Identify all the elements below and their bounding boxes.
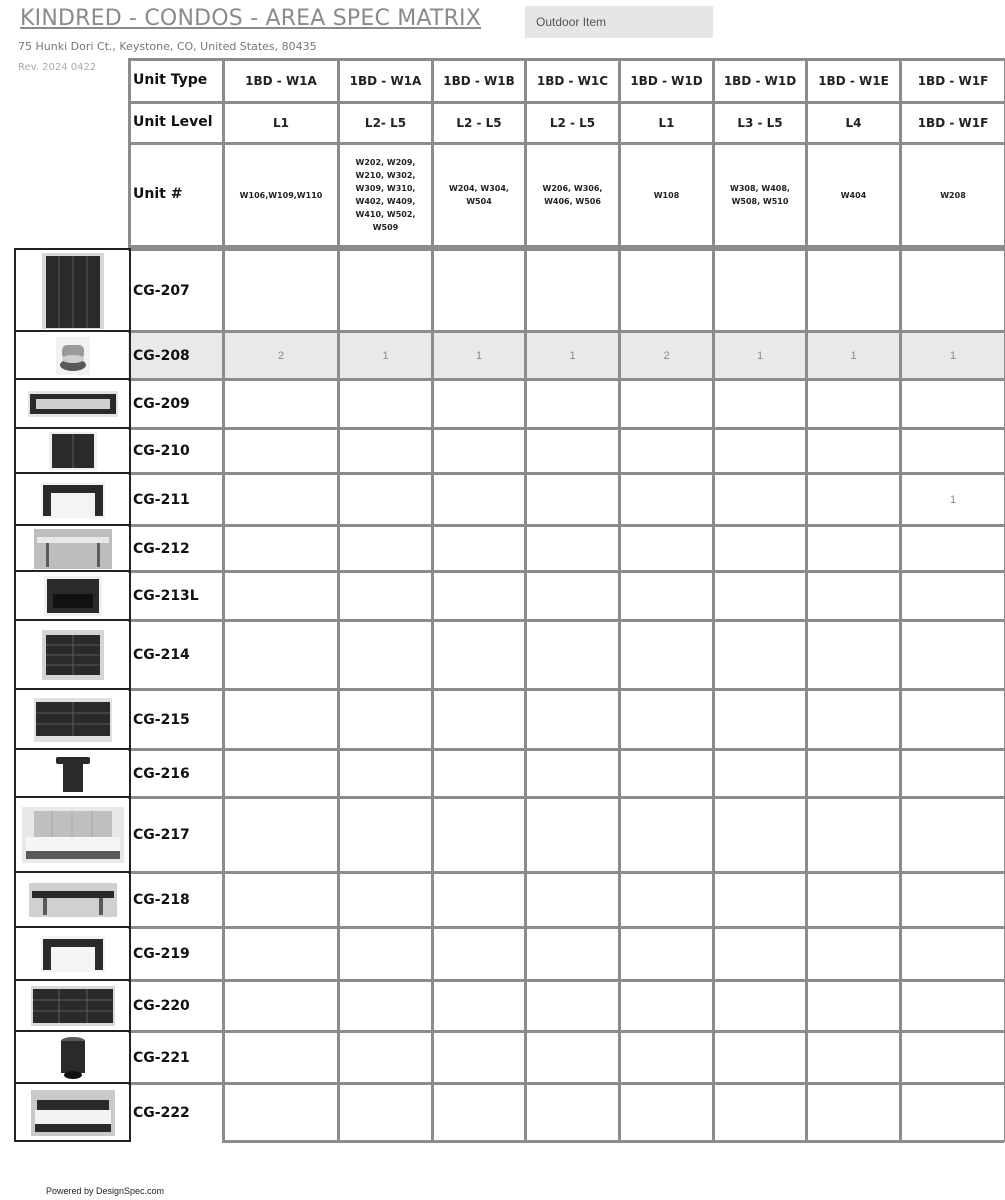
quantity-cell[interactable] [340, 1085, 431, 1140]
quantity-cell[interactable] [902, 430, 1004, 472]
quantity-cell[interactable] [434, 622, 524, 688]
quantity-cell[interactable] [340, 622, 431, 688]
quantity-cell[interactable] [902, 251, 1004, 330]
quantity-cell[interactable] [715, 251, 805, 330]
quantity-cell[interactable] [715, 1033, 805, 1082]
nightstand-thumbnail [16, 573, 129, 619]
unit-type-cell: 1BD - W1D [630, 74, 703, 88]
quantity-cell[interactable] [527, 1085, 618, 1140]
unit-level-cell: L2- L5 [364, 116, 407, 130]
quantity-cell[interactable] [225, 874, 337, 926]
quantity-cell[interactable] [902, 982, 1004, 1030]
quantity-cell[interactable] [621, 751, 712, 796]
item-code: CG-215 [133, 711, 190, 728]
grid-line [14, 524, 131, 526]
quantity-cell[interactable] [434, 799, 524, 871]
unit-level-cell: 1BD - W1F [917, 116, 989, 130]
grid-line [14, 796, 131, 798]
quantity-cell[interactable] [340, 1033, 431, 1082]
unit-number-cell: W208 [940, 190, 966, 200]
grid-line [129, 248, 131, 1140]
unit-type-label: Unit Type [133, 71, 208, 88]
quantity-cell[interactable] [902, 799, 1004, 871]
grid-line [14, 688, 131, 690]
quantity-cell[interactable] [902, 381, 1004, 427]
quantity-cell[interactable] [434, 1085, 524, 1140]
quantity-cell[interactable] [527, 874, 618, 926]
quantity-cell[interactable] [808, 1085, 899, 1140]
document-title: KINDRED - CONDOS - AREA SPEC MATRIX [20, 6, 482, 31]
unit-level-cell: L1 [658, 116, 675, 130]
quantity-cell[interactable] [715, 527, 805, 570]
grid-line [14, 330, 131, 332]
side-table-thumbnail [16, 751, 129, 796]
unit-type-cell: 1BD - W1A [349, 74, 422, 88]
quantity-cell[interactable] [434, 475, 524, 524]
quantity-cell[interactable] [902, 527, 1004, 570]
quantity-cell[interactable]: 1 [850, 349, 857, 362]
item-code: CG-213L [133, 588, 199, 604]
grid-line [14, 979, 131, 981]
quantity-cell[interactable] [715, 430, 805, 472]
project-address: 75 Hunki Dori Ct., Keystone, CO, United States, 80435 [18, 40, 317, 53]
quantity-cell[interactable] [434, 982, 524, 1030]
grid-line [14, 427, 131, 429]
unit-type-cell: 1BD - W1A [245, 74, 317, 88]
item-code: CG-220 [133, 998, 190, 1014]
quantity-cell[interactable] [902, 622, 1004, 688]
quantity-cell[interactable] [715, 691, 805, 748]
quantity-cell[interactable]: 2 [277, 349, 285, 362]
quantity-cell[interactable] [808, 751, 899, 796]
item-code: CG-219 [133, 946, 190, 962]
quantity-cell[interactable] [808, 430, 899, 472]
quantity-cell[interactable] [808, 475, 899, 524]
unit-number-cell: W106,W109,W110 [239, 190, 323, 200]
quantity-cell[interactable] [902, 1033, 1004, 1082]
unit-number-cell: W202, W209, W210, W302, W309, W310, W402, W409, W410, W502, W509 [355, 158, 416, 232]
outdoor-item-legend [525, 6, 713, 38]
quantity-cell[interactable] [434, 527, 524, 570]
quantity-cell[interactable] [225, 1033, 337, 1082]
quantity-cell[interactable] [808, 527, 899, 570]
quantity-cell[interactable] [527, 1033, 618, 1082]
quantity-cell[interactable]: 1 [475, 349, 483, 362]
quantity-cell[interactable] [808, 573, 899, 619]
quantity-cell[interactable] [225, 430, 337, 472]
quantity-cell[interactable] [340, 751, 431, 796]
item-code: CG-214 [133, 647, 190, 663]
quantity-cell[interactable] [225, 799, 337, 871]
grid-line [14, 248, 131, 250]
quantity-cell[interactable] [808, 691, 899, 748]
quantity-cell[interactable] [434, 751, 524, 796]
quantity-cell[interactable] [527, 622, 618, 688]
quantity-cell[interactable] [434, 573, 524, 619]
unit-type-cell: 1BD - W1C [536, 74, 609, 88]
quantity-cell[interactable] [225, 381, 337, 427]
item-code: CG-216 [133, 765, 190, 782]
quantity-cell[interactable] [715, 475, 805, 524]
quantity-cell[interactable]: 1 [949, 349, 957, 362]
long-dresser-thumbnail [16, 691, 129, 748]
quantity-cell[interactable] [902, 573, 1004, 619]
quantity-cell[interactable] [621, 799, 712, 871]
wide-dresser-thumbnail [16, 982, 129, 1030]
quantity-cell[interactable] [527, 475, 618, 524]
quantity-cell[interactable] [527, 799, 618, 871]
unit-type-cell: 1BD - W1E [818, 74, 889, 88]
unit-number-label: Unit # [133, 185, 183, 202]
item-code: CG-209 [133, 396, 190, 412]
quantity-cell[interactable] [225, 622, 337, 688]
quantity-cell[interactable] [621, 527, 712, 570]
quantity-cell[interactable] [715, 1085, 805, 1140]
quantity-cell[interactable] [340, 874, 431, 926]
outdoor-chair-thumbnail [16, 333, 129, 378]
quantity-cell[interactable] [340, 381, 431, 427]
quantity-cell[interactable] [715, 751, 805, 796]
quantity-cell[interactable] [225, 1085, 337, 1140]
item-code: CG-210 [133, 443, 190, 459]
quantity-cell[interactable] [340, 251, 431, 330]
grid-line [14, 619, 131, 621]
quantity-cell[interactable] [340, 430, 431, 472]
quantity-cell[interactable] [434, 251, 524, 330]
quantity-cell[interactable] [621, 1085, 712, 1140]
quantity-cell[interactable] [225, 691, 337, 748]
quantity-cell[interactable]: 1 [756, 349, 764, 362]
quantity-cell[interactable] [808, 251, 899, 330]
grid-line [14, 570, 131, 572]
grid-line [128, 58, 131, 245]
quantity-cell[interactable] [225, 251, 337, 330]
quantity-cell[interactable] [527, 691, 618, 748]
quantity-cell[interactable] [621, 475, 712, 524]
nightstand-cabinet-thumbnail [16, 430, 129, 472]
quantity-cell[interactable] [527, 573, 618, 619]
quantity-cell[interactable] [527, 430, 618, 472]
unit-level-cell: L1 [273, 116, 289, 130]
console-table-thumbnail [16, 475, 129, 524]
quantity-cell[interactable]: 1 [949, 493, 957, 506]
quantity-cell[interactable] [621, 381, 712, 427]
unit-level-cell: L3 - L5 [737, 116, 783, 130]
console-table-thumbnail [16, 929, 129, 979]
quantity-cell[interactable] [340, 475, 431, 524]
quantity-cell[interactable] [527, 251, 618, 330]
item-code: CG-221 [133, 1049, 190, 1066]
grid-line [14, 1082, 131, 1084]
quantity-cell[interactable] [808, 874, 899, 926]
item-code: CG-218 [133, 892, 190, 908]
quantity-cell[interactable] [225, 475, 337, 524]
grid-line [14, 378, 131, 380]
unit-number-cell: W206, W306, W406, W506 [542, 184, 603, 206]
unit-level-cell: L2 - L5 [456, 116, 502, 130]
grid-line [14, 1140, 131, 1142]
item-code: CG-207 [133, 282, 190, 299]
quantity-cell[interactable] [621, 929, 712, 979]
quantity-cell[interactable] [621, 691, 712, 748]
grid-line [14, 926, 131, 928]
unit-level-cell: L2 - L5 [549, 116, 596, 130]
quantity-cell[interactable] [808, 982, 899, 1030]
quantity-cell[interactable] [902, 1085, 1004, 1140]
quantity-cell[interactable] [715, 573, 805, 619]
quantity-cell[interactable] [621, 251, 712, 330]
unit-level-cell: L4 [845, 116, 862, 130]
quantity-cell[interactable] [527, 751, 618, 796]
unit-type-cell: 1BD - W1F [917, 74, 989, 88]
unit-number-cell: W404 [840, 190, 867, 200]
quantity-cell[interactable]: 1 [382, 349, 389, 362]
quantity-cell[interactable] [340, 691, 431, 748]
quantity-cell[interactable] [808, 622, 899, 688]
dresser-thumbnail [16, 622, 129, 688]
quantity-cell[interactable] [225, 573, 337, 619]
quantity-cell[interactable] [434, 874, 524, 926]
quantity-cell[interactable] [434, 691, 524, 748]
unit-type-cell: 1BD - W1B [443, 74, 515, 88]
quantity-cell[interactable] [340, 982, 431, 1030]
quantity-cell[interactable] [621, 874, 712, 926]
quantity-cell[interactable]: 1 [569, 349, 576, 362]
quantity-cell[interactable] [340, 799, 431, 871]
quantity-cell[interactable] [621, 1033, 712, 1082]
quantity-cell[interactable] [434, 929, 524, 979]
desk-thumbnail [16, 527, 129, 570]
quantity-cell[interactable] [902, 691, 1004, 748]
quantity-cell[interactable] [715, 381, 805, 427]
quantity-cell[interactable] [902, 929, 1004, 979]
quantity-cell[interactable] [527, 982, 618, 1030]
quantity-cell[interactable] [621, 573, 712, 619]
platform-bed-thumbnail [16, 1085, 129, 1140]
quantity-cell[interactable]: 2 [663, 349, 670, 362]
quantity-cell[interactable] [225, 751, 337, 796]
quantity-cell[interactable] [225, 982, 337, 1030]
powered-by: Powered by DesignSpec.com [46, 1186, 165, 1196]
quantity-cell[interactable] [225, 929, 337, 979]
grid-line [14, 1030, 131, 1032]
quantity-cell[interactable] [808, 1033, 899, 1082]
open-shelf-console-thumbnail [16, 381, 129, 427]
item-code: CG-208 [133, 347, 190, 364]
quantity-cell[interactable] [621, 430, 712, 472]
quantity-cell[interactable] [434, 381, 524, 427]
quantity-cell[interactable] [434, 1033, 524, 1082]
quantity-cell[interactable] [715, 622, 805, 688]
quantity-cell[interactable] [527, 527, 618, 570]
unit-type-cell: 1BD - W1D [723, 74, 797, 88]
quantity-cell[interactable] [715, 799, 805, 871]
revision-label: Rev. 2024 0422 [18, 62, 97, 73]
unit-number-cell: W308, W408, W508, W510 [730, 184, 790, 206]
quantity-cell[interactable] [808, 929, 899, 979]
armoire-cabinet-thumbnail [16, 251, 129, 330]
quantity-cell[interactable] [715, 874, 805, 926]
grid-line [14, 748, 131, 750]
quantity-cell[interactable] [715, 982, 805, 1030]
quantity-cell[interactable] [527, 381, 618, 427]
quantity-cell[interactable] [715, 929, 805, 979]
quantity-cell[interactable] [340, 527, 431, 570]
item-code: CG-217 [133, 827, 190, 843]
quantity-cell[interactable] [340, 929, 431, 979]
quantity-cell[interactable] [621, 982, 712, 1030]
quantity-cell[interactable] [902, 751, 1004, 796]
bench-thumbnail [16, 874, 129, 926]
upholstered-bed-thumbnail [16, 799, 129, 871]
item-code: CG-222 [133, 1104, 190, 1121]
unit-number-cell: W204, W304, W504 [449, 184, 509, 206]
quantity-cell[interactable] [527, 929, 618, 979]
quantity-cell[interactable] [808, 381, 899, 427]
grid-line [14, 472, 131, 474]
legend-label: Outdoor Item [536, 15, 607, 29]
item-code: CG-211 [133, 491, 190, 508]
quantity-cell[interactable] [434, 430, 524, 472]
quantity-cell[interactable] [808, 799, 899, 871]
quantity-cell[interactable] [621, 622, 712, 688]
quantity-cell[interactable] [340, 573, 431, 619]
unit-number-cell: W108 [653, 190, 680, 200]
drum-side-table-thumbnail [16, 1033, 129, 1082]
quantity-cell[interactable] [902, 874, 1004, 926]
quantity-cell[interactable] [225, 527, 337, 570]
unit-level-label: Unit Level [133, 113, 213, 130]
item-code: CG-212 [133, 540, 190, 557]
grid-line [14, 871, 131, 873]
